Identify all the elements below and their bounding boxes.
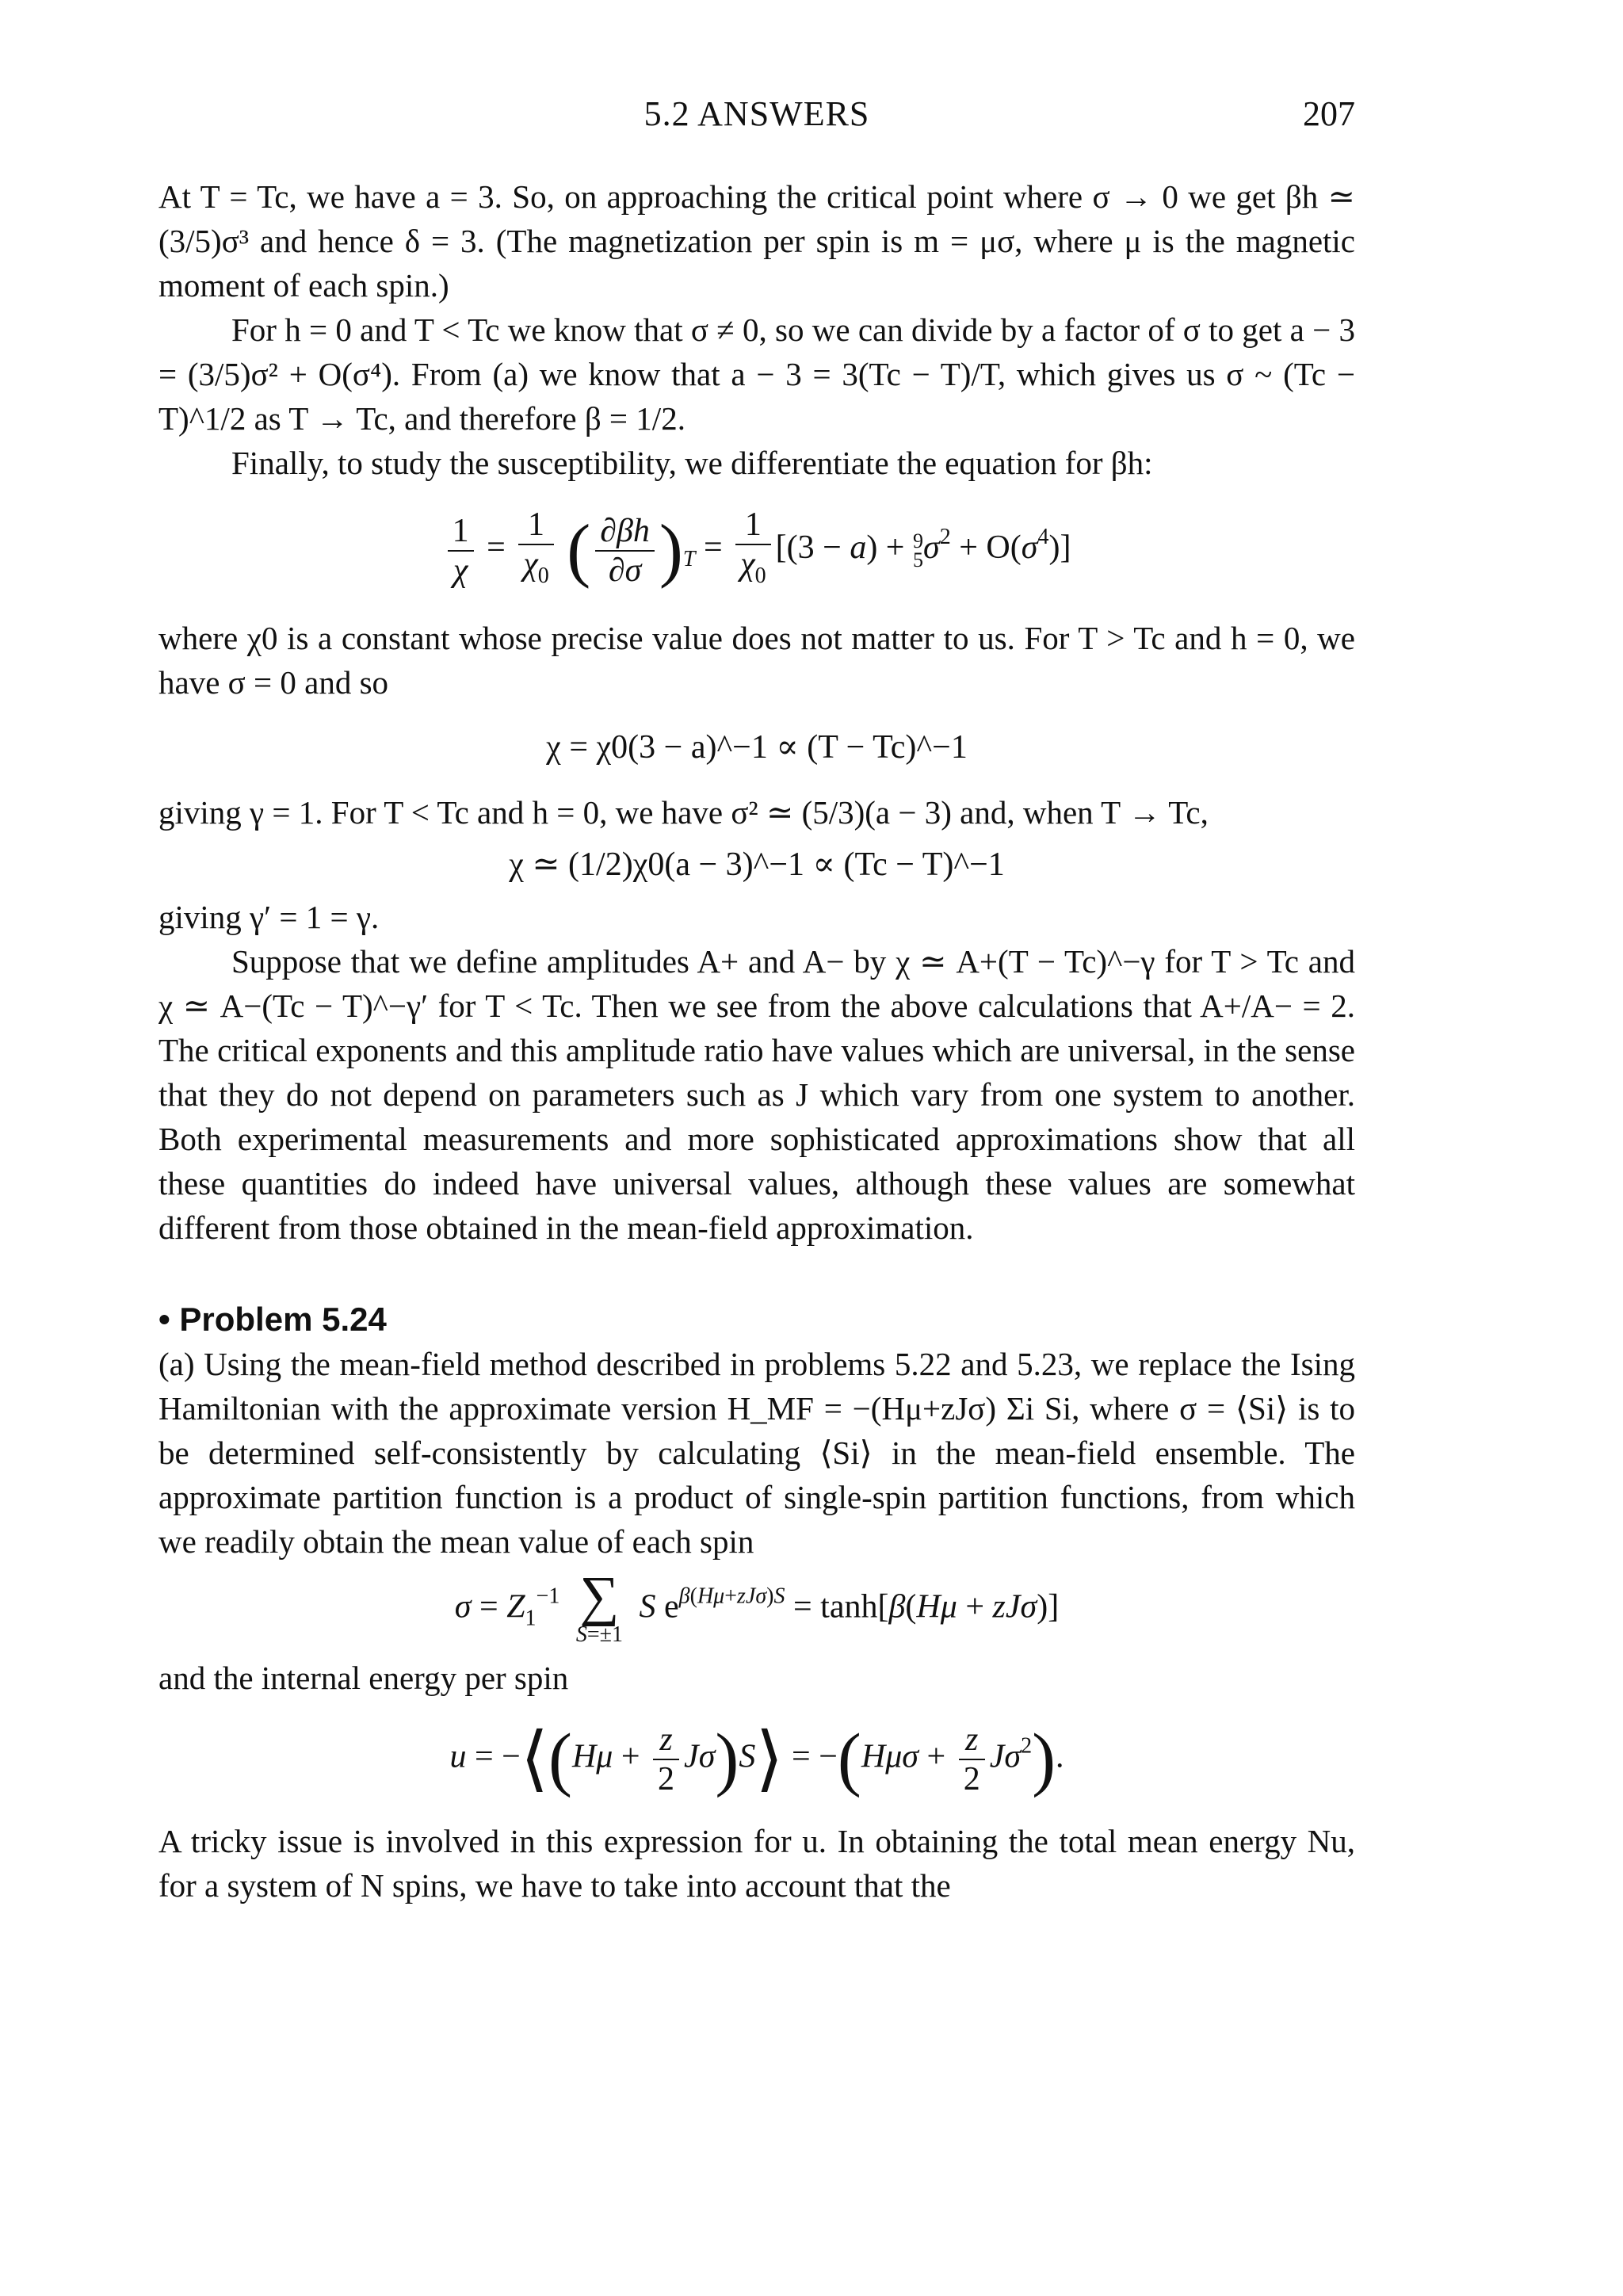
paragraph: giving γ = 1. For T < Tc and h = 0, we have σ² ≃ (5/3)(a − 3) and, when T → Tc, — [158, 794, 1209, 831]
paragraph: giving γ′ = 1 = γ. — [158, 899, 380, 935]
equation-chi-below: χ ≃ (1/2)χ0(a − 3)^−1 ∝ (Tc − T)^−1 — [509, 846, 1005, 883]
equation-susceptibility: $\frac{1}{\chi}$ = $\frac{1}{\chi_0}$ ( $\frac{\partial\beta h}{\partial\sigma}$ )$_T$ = $\frac{1}{\chi_0}$ [(3 − a) + 9 5 $\sigma^2 + O(\sigma^4)$] — [158, 506, 1355, 595]
paragraph: At T = Tc, we have a = 3. So, on approaching the critical point where σ → 0 we get βh ≃ (3/5)σ³ and hence δ = 3. (The magnetization per spin is m = μσ, where μ is the magnetic moment of each spin.) — [158, 178, 1355, 304]
problem-heading: • Problem 5.24 — [158, 1301, 387, 1338]
page-number: 207 — [1303, 94, 1355, 133]
paragraph: where χ0 is a constant whose precise value does not matter to us. For T > Tc and h = 0, we have σ = 0 and so — [158, 620, 1355, 701]
equation-mean-spin: $\sigma = Z_1^{-1}$ ∑ S=±1 S $e^{\beta(H\mu+zJ\sigma)S} = \tanh[\beta(H\mu + zJ\sigma)]$ — [454, 1566, 1060, 1647]
running-header — [158, 94, 1355, 141]
paragraph: and the internal energy per spin — [158, 1660, 569, 1696]
paragraph: For h = 0 and T < Tc we know that σ ≠ 0, so we can divide by a factor of σ to get a − 3 = (3/5)σ² + O(σ⁴). From (a) we know that a − 3 = 3(Tc − T)/T, which gives us σ ~ (Tc − T)^1/2 as T → Tc, and therefore β = 1/2. — [158, 311, 1355, 437]
paragraph: Suppose that we define amplitudes A+ and A− by χ ≃ A+(T − Tc)^−γ for T > Tc and χ ≃ A−(Tc − T)^−γ′ for T < Tc. Then we see from the above calculations that A+/A− = 2. The critical exponents and this amplitude ratio have values which are universal, in the sense that they do not depend on parameters such as J which vary from one system to another. Both experimental measurements and more sophisticated approximations show that all these quantities do indeed have universal values, although these values are somewhat different from those obtained in the mean-field approximation. — [158, 943, 1355, 1246]
equation-chi-above: χ = χ0(3 − a)^−1 ∝ (T − Tc)^−1 — [546, 729, 968, 766]
paragraph: (a) Using the mean-field method described in problems 5.22 and 5.23, we replace the Ising Hamiltonian with the approximate version H_MF = −(Hμ+zJσ) Σi Si, where σ = ⟨Si⟩ is to be determined self-consistently by calculating ⟨Si⟩ in the mean-field ensemble. The approximate partition function is a product of single-spin partition functions, from which we readily obtain the mean value of each spin — [158, 1346, 1355, 1560]
paragraph: A tricky issue is involved in this expression for u. In obtaining the total mean energy Nu, for a system of N spins, we have to take into account that the — [158, 1823, 1355, 1904]
paragraph: Finally, to study the susceptibility, we differentiate the equation for βh: — [231, 445, 1153, 481]
section-title: 5.2 ANSWERS — [643, 94, 870, 133]
equation-internal-energy: u = −⟨(Hμ + $\frac{z}{2}$ Jσ)S⟩ = −(Hμσ + $\frac{z}{2}$ $J\sigma^2$). — [449, 1720, 1064, 1798]
page-body — [158, 174, 1355, 1908]
